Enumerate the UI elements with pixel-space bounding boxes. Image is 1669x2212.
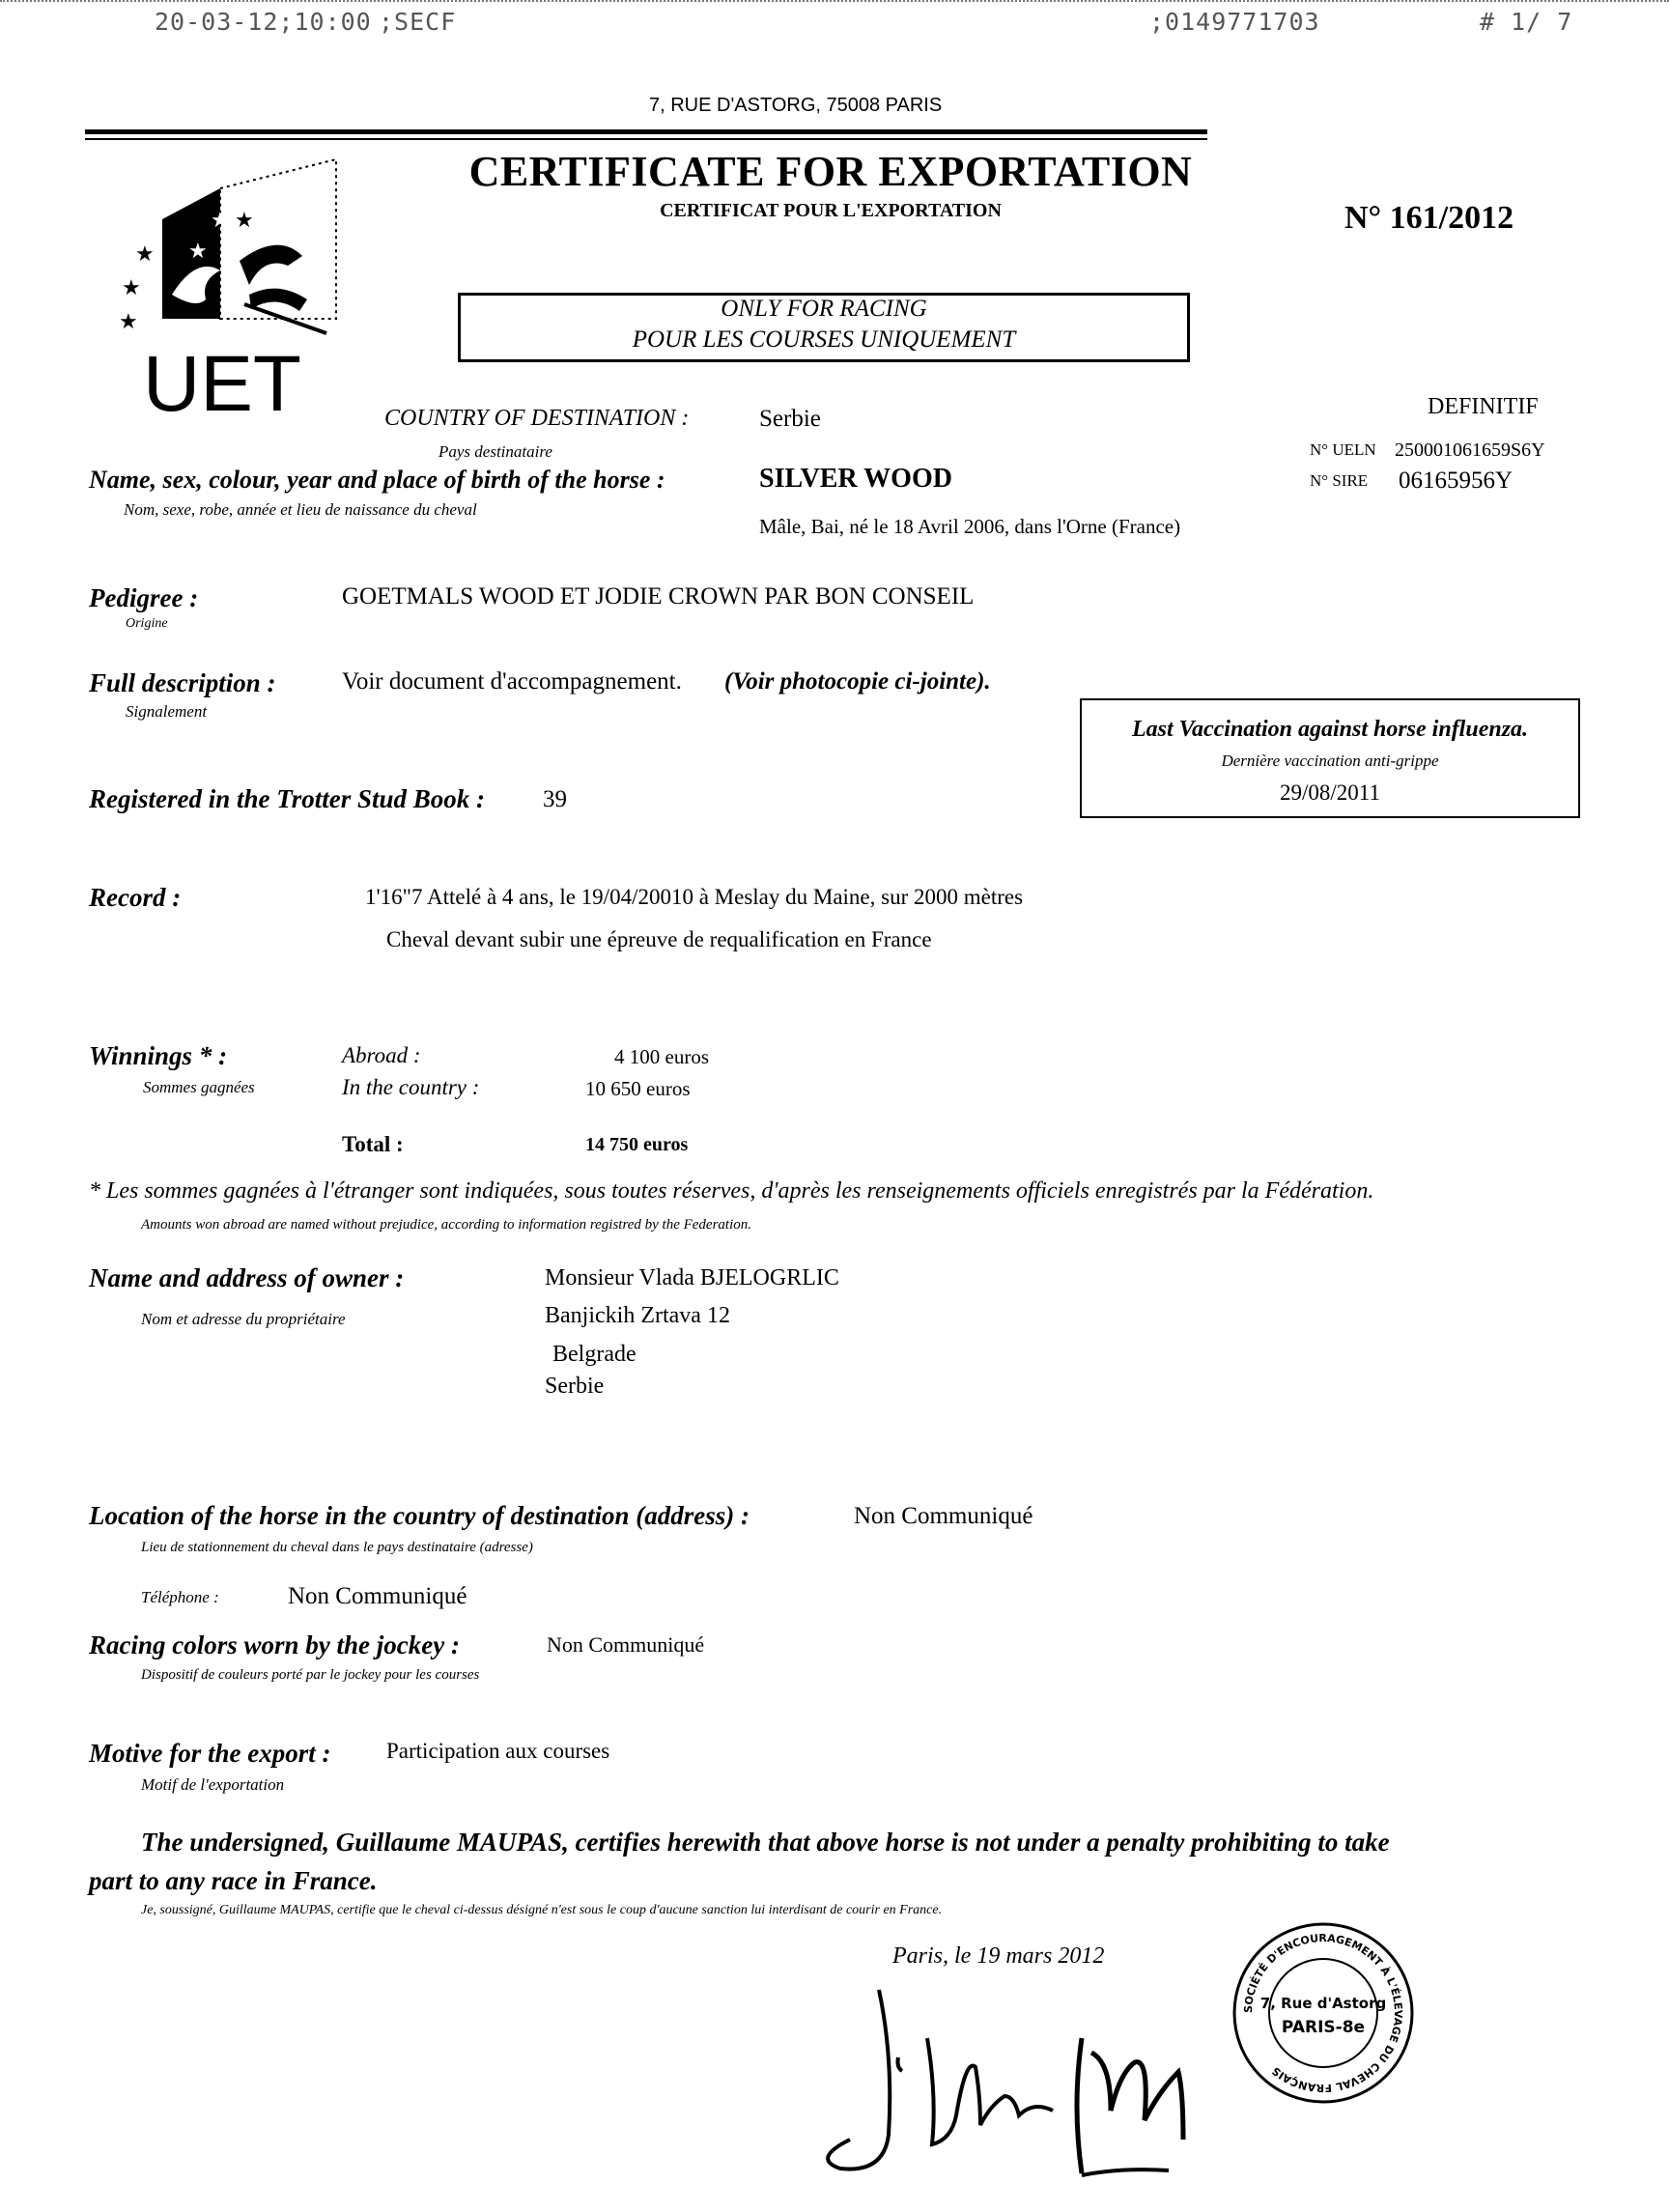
- pedigree-label: Pedigree :: [89, 583, 199, 612]
- total-label: Total :: [342, 1132, 404, 1156]
- location-label-fr: Lieu de stationnement du cheval dans le pays destinataire (adresse): [141, 1540, 533, 1555]
- description-label: Full description :: [89, 668, 276, 697]
- country-value: 10 650 euros: [585, 1077, 691, 1100]
- racing-only-fr: POUR LES COURSES UNIQUEMENT: [632, 326, 1016, 353]
- fax-number: ;0149771703: [1149, 8, 1320, 36]
- certification-fr: Je, soussigné, Guillaume MAUPAS, certifie que le cheval ci-dessus désigné n'est sous le coup d'aucune sanction lui interdisant de courir en France.: [141, 1903, 943, 1917]
- official-stamp: [1227, 1916, 1420, 2110]
- phone-label: Téléphone :: [141, 1588, 219, 1606]
- record-line-1: 1'16"7 Attelé à 4 ans, le 19/04/20010 à Meslay du Maine, sur 2000 mètres: [365, 885, 1024, 909]
- pedigree-value: GOETMALS WOOD ET JODIE CROWN PAR BON CONSEIL: [342, 583, 975, 610]
- motive-label: Motive for the export :: [89, 1739, 331, 1768]
- signature-place-date: Paris, le 19 mars 2012: [892, 1943, 1105, 1969]
- signature: [821, 1961, 1227, 2193]
- status-label: DEFINITIF: [1428, 394, 1539, 419]
- ueln-value: 250001061659S6Y: [1395, 440, 1545, 461]
- fax-page: # 1/ 7: [1480, 8, 1573, 36]
- location-label: Location of the horse in the country of destination (address) :: [89, 1501, 750, 1530]
- horse-label: Name, sex, colour, year and place of birth of the horse :: [89, 466, 665, 494]
- destination-value: Serbie: [759, 406, 821, 432]
- svg-text:★: ★: [135, 242, 155, 267]
- winnings-label-fr: Sommes gagnées: [143, 1078, 255, 1096]
- colors-label: Racing colors worn by the jockey :: [89, 1631, 460, 1659]
- record-line-2: Cheval devant subir une épreuve de requalification en France: [386, 927, 932, 951]
- fax-sender: ;SECF: [379, 8, 457, 36]
- ueln-label: N° UELN: [1310, 440, 1376, 459]
- fax-datetime: 20-03-12;10:00: [155, 8, 372, 36]
- total-value: 14 750 euros: [585, 1134, 689, 1155]
- svg-text:★: ★: [235, 209, 254, 233]
- svg-text:★: ★: [122, 276, 141, 300]
- colors-label-fr: Dispositif de couleurs porté par le jockey pour les courses: [141, 1667, 480, 1683]
- document-title: CERTIFICATE FOR EXPORTATION: [468, 148, 1193, 195]
- owner-label-fr: Nom et adresse du propriétaire: [141, 1310, 346, 1328]
- horse-label-fr: Nom, sexe, robe, année et lieu de naissance du cheval: [124, 500, 477, 519]
- svg-text:★: ★: [119, 310, 138, 334]
- fax-dotted-border: [0, 0, 1669, 2]
- destination-label: COUNTRY OF DESTINATION :: [384, 406, 690, 431]
- description-value: Voir document d'accompagnement.: [342, 668, 682, 695]
- owner-label: Name and address of owner :: [89, 1263, 405, 1292]
- winnings-note-en: Amounts won abroad are named without prejudice, according to information registred by the Federation.: [141, 1217, 752, 1233]
- racing-only-en: ONLY FOR RACING: [721, 296, 927, 322]
- owner-line-1: Monsieur Vlada BJELOGRLIC: [545, 1265, 839, 1290]
- vaccination-title: Last Vaccination against horse influenza.: [1131, 717, 1529, 742]
- sire-label: N° SIRE: [1310, 471, 1369, 490]
- uet-logo-text: UET: [143, 340, 301, 428]
- owner-line-4: Serbie: [545, 1374, 605, 1399]
- stamp-line-2: PARIS-8e: [1281, 2018, 1366, 2037]
- winnings-label: Winnings * :: [89, 1041, 228, 1070]
- abroad-label: Abroad :: [342, 1043, 421, 1067]
- horse-details: Mâle, Bai, né le 18 Avril 2006, dans l'Orne (France): [759, 515, 1181, 538]
- stamp-ring-text: SOCIÉTÉ D'ENCOURAGEMENT À L'ÉLEVAGE DU CHEVAL FRANÇAIS: [1241, 1931, 1405, 2095]
- vaccination-title-fr: Dernière vaccination anti-grippe: [1221, 752, 1439, 770]
- studbook-value: 39: [543, 786, 567, 812]
- motive-value: Participation aux courses: [386, 1739, 610, 1763]
- destination-label-fr: Pays destinataire: [438, 442, 552, 461]
- svg-text:★: ★: [188, 240, 208, 264]
- svg-text:★: ★: [211, 209, 230, 233]
- certificate-number: N° 161/2012: [1344, 200, 1514, 236]
- location-value: Non Communiqué: [854, 1503, 1033, 1529]
- country-label: In the country :: [342, 1075, 480, 1099]
- owner-line-2: Banjickih Zrtava 12: [545, 1303, 730, 1328]
- winnings-note-fr: * Les sommes gagnées à l'étranger sont indiquées, sous toutes réserves, d'après les renseignements officiels enregistrés par la Fédération.: [89, 1178, 1374, 1204]
- sire-value: 06165956Y: [1399, 468, 1513, 494]
- certification-line-1: The undersigned, Guillaume MAUPAS, certifies herewith that above horse is not under a penalty prohibiting to take: [141, 1828, 1390, 1857]
- vaccination-date: 29/08/2011: [1280, 780, 1380, 805]
- stamp-line-1: 7, Rue d'Astorg: [1259, 1995, 1387, 2012]
- certification-line-2: part to any race in France.: [89, 1866, 378, 1895]
- uet-logo: [114, 150, 346, 440]
- header-rule: [85, 129, 1207, 134]
- svg-text:SOCIÉTÉ D'ENCOURAGEMENT À L'ÉL: [1242, 1932, 1404, 2094]
- phone-value: Non Communiqué: [288, 1583, 467, 1609]
- studbook-label: Registered in the Trotter Stud Book :: [89, 784, 486, 813]
- description-note: (Voir photocopie ci-jointe).: [724, 668, 991, 695]
- document-title-fr: CERTIFICAT POUR L'EXPORTATION: [660, 200, 1002, 221]
- description-label-fr: Signalement: [126, 702, 208, 721]
- office-address: 7, RUE D'ASTORG, 75008 PARIS: [649, 95, 943, 116]
- owner-line-3: Belgrade: [552, 1342, 636, 1367]
- record-label: Record :: [89, 883, 182, 912]
- pedigree-label-fr: Origine: [126, 616, 168, 631]
- motive-label-fr: Motif de l'exportation: [141, 1775, 285, 1794]
- header-rule-thin: [85, 138, 1207, 140]
- horse-name: SILVER WOOD: [759, 464, 952, 494]
- abroad-value: 4 100 euros: [614, 1045, 709, 1068]
- colors-value: Non Communiqué: [547, 1632, 705, 1657]
